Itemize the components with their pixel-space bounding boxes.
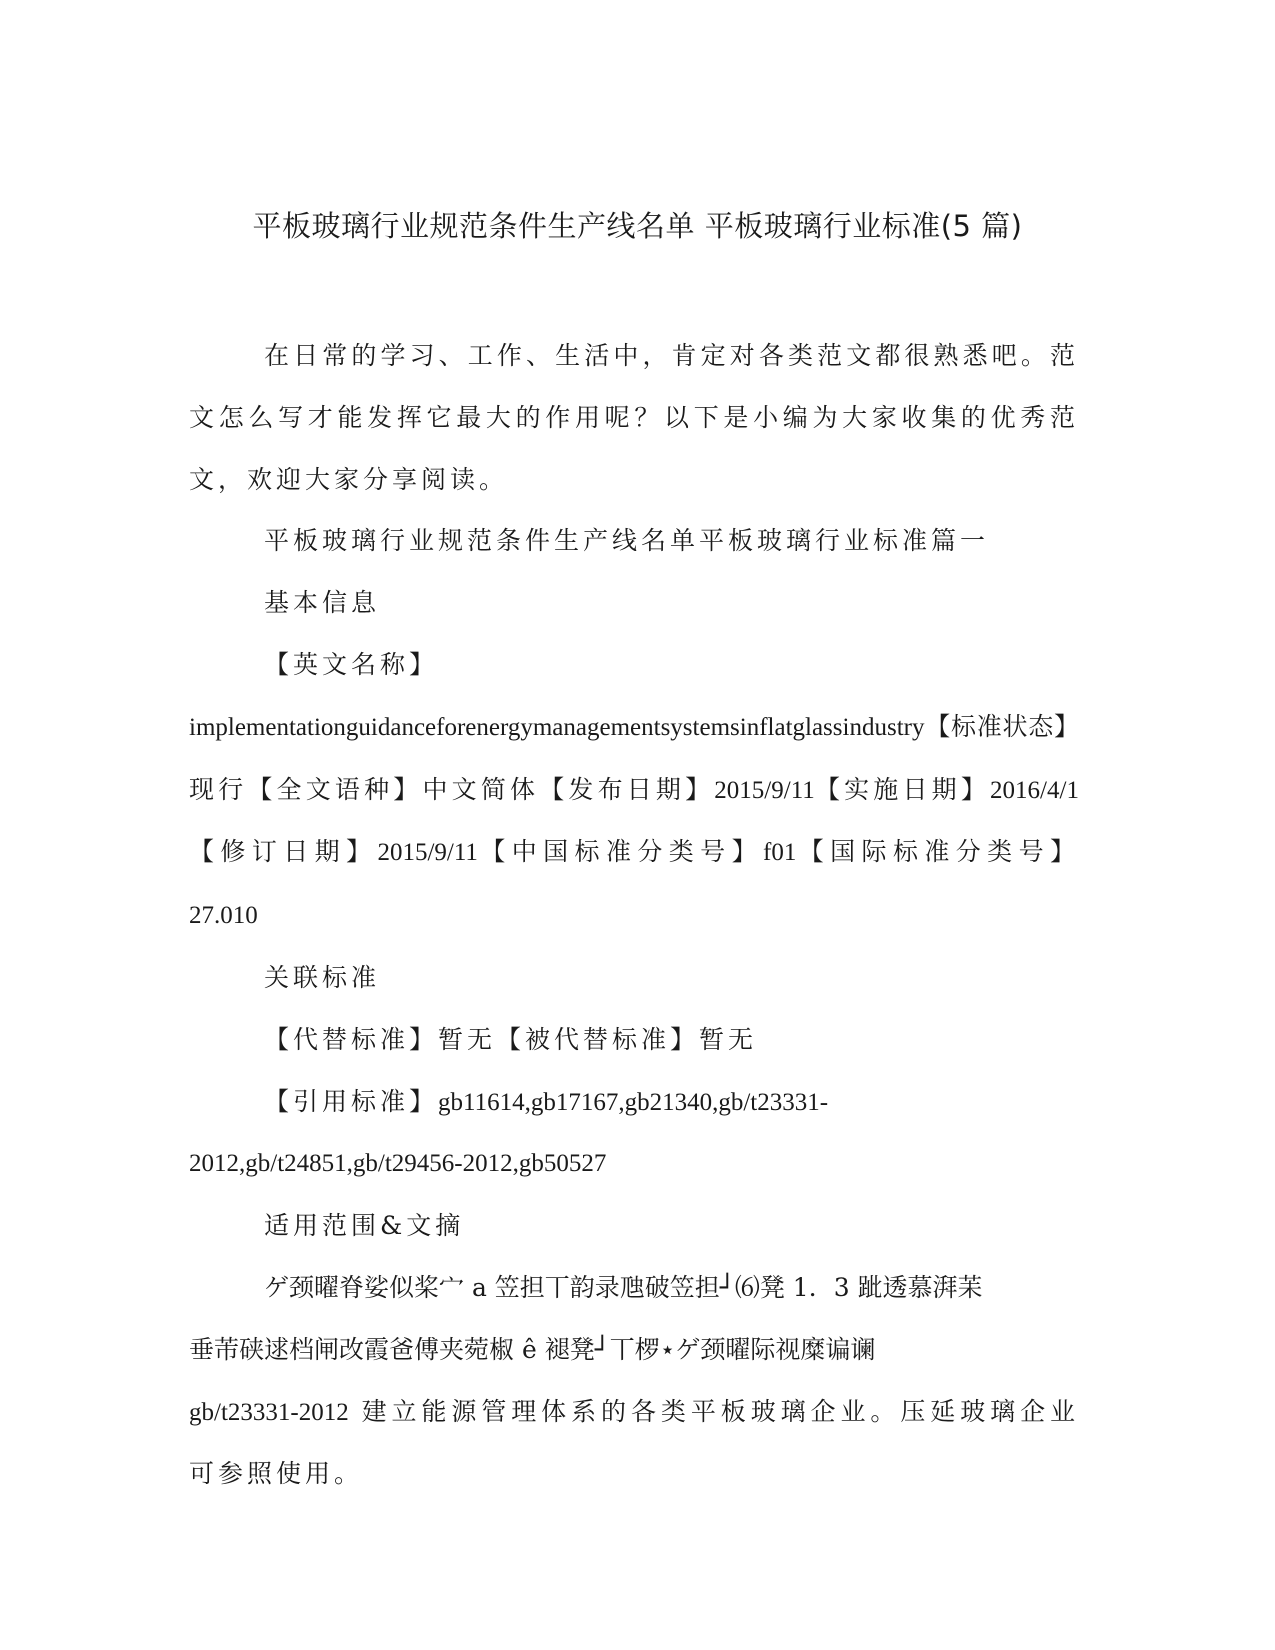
replace-value: 暂无 <box>438 1024 497 1054</box>
intro-paragraph: 在日常的学习、工作、生活中，肯定对各类范文都很熟悉吧。范文怎么写才能发挥它最大的作用呢？以下是小编为大家收集的优秀范文，欢迎大家分享阅读。 <box>189 341 1079 494</box>
basic-info-heading: 基本信息 <box>264 588 381 618</box>
intl-class-label: 【国际标准分类号】 <box>796 837 1079 867</box>
intl-class-value: 27.010 <box>189 902 258 930</box>
implement-date-value: 2016/4/1 <box>990 776 1079 804</box>
replace-standards-line <box>189 1009 1079 1071</box>
implement-date-label: 【实施日期】 <box>814 774 991 804</box>
document-title: 平板玻璃行业规范条件生产线名单 平板玻璃行业标准(5 篇) <box>252 209 1023 243</box>
replace-label: 【代替标准】 <box>264 1024 439 1054</box>
standard-status-label: 【标准状态】 <box>924 711 1079 741</box>
cited-standards-line <box>189 1071 1079 1134</box>
replaced-by-value: 暂无 <box>699 1024 758 1054</box>
revise-date-label: 【修订日期】 <box>189 837 378 867</box>
cited-label: 【引用标准】 <box>264 1086 439 1116</box>
scope-code: gb/t23331-2012 <box>189 1398 349 1426</box>
standard-info-paragraph <box>189 696 1079 947</box>
cited-value-part1: gb11614,gb17167,gb21340,gb/t23331- <box>438 1088 829 1116</box>
scope-heading: 适用范围&文摘 <box>264 1211 465 1241</box>
section-heading: 平板玻璃行业规范条件生产线名单平板玻璃行业标准篇一 <box>264 526 990 556</box>
related-standards-heading: 关联标准 <box>264 962 381 992</box>
cited-value-part2: 2012,gb/t24851,gb/t29456-2012,gb50527 <box>189 1150 607 1178</box>
garbled-line-2: 垂芾硖逑档闸改霞爸傅夹菀椒 ê 褪凳┘丅椤⋆ゲ颈曜际视糜谝谰 <box>189 1334 876 1364</box>
language-label: 【全文语种】 <box>247 774 423 804</box>
scope-paragraph <box>189 1381 1079 1506</box>
replaced-by-label: 【被代替标准】 <box>496 1024 700 1054</box>
publish-date-label: 【发布日期】 <box>539 774 715 804</box>
garbled-line-1: ゲ颈曜脊娑似桨宀 a 笠担丅韵录虺破笠担┘⑹凳 1．3 跐透慕湃苿 <box>264 1272 983 1302</box>
china-class-label: 【中国标准分类号】 <box>477 837 763 867</box>
scope-text: 建立能源管理体系的各类平板玻璃企业。压延玻璃企业可参照使用。 <box>189 1396 1079 1489</box>
publish-date-value: 2015/9/11 <box>714 776 815 804</box>
english-name-value: implementationguidanceforenergymanagementsystemsinflatglassindustry <box>189 713 925 741</box>
standard-status-value: 现行 <box>189 774 248 804</box>
china-class-value: f01 <box>763 839 797 867</box>
language-value: 中文简体 <box>422 774 540 804</box>
revise-date-value: 2015/9/11 <box>377 839 478 867</box>
document-body <box>189 325 1079 1505</box>
english-name-label: 【英文名称】 <box>264 649 439 679</box>
